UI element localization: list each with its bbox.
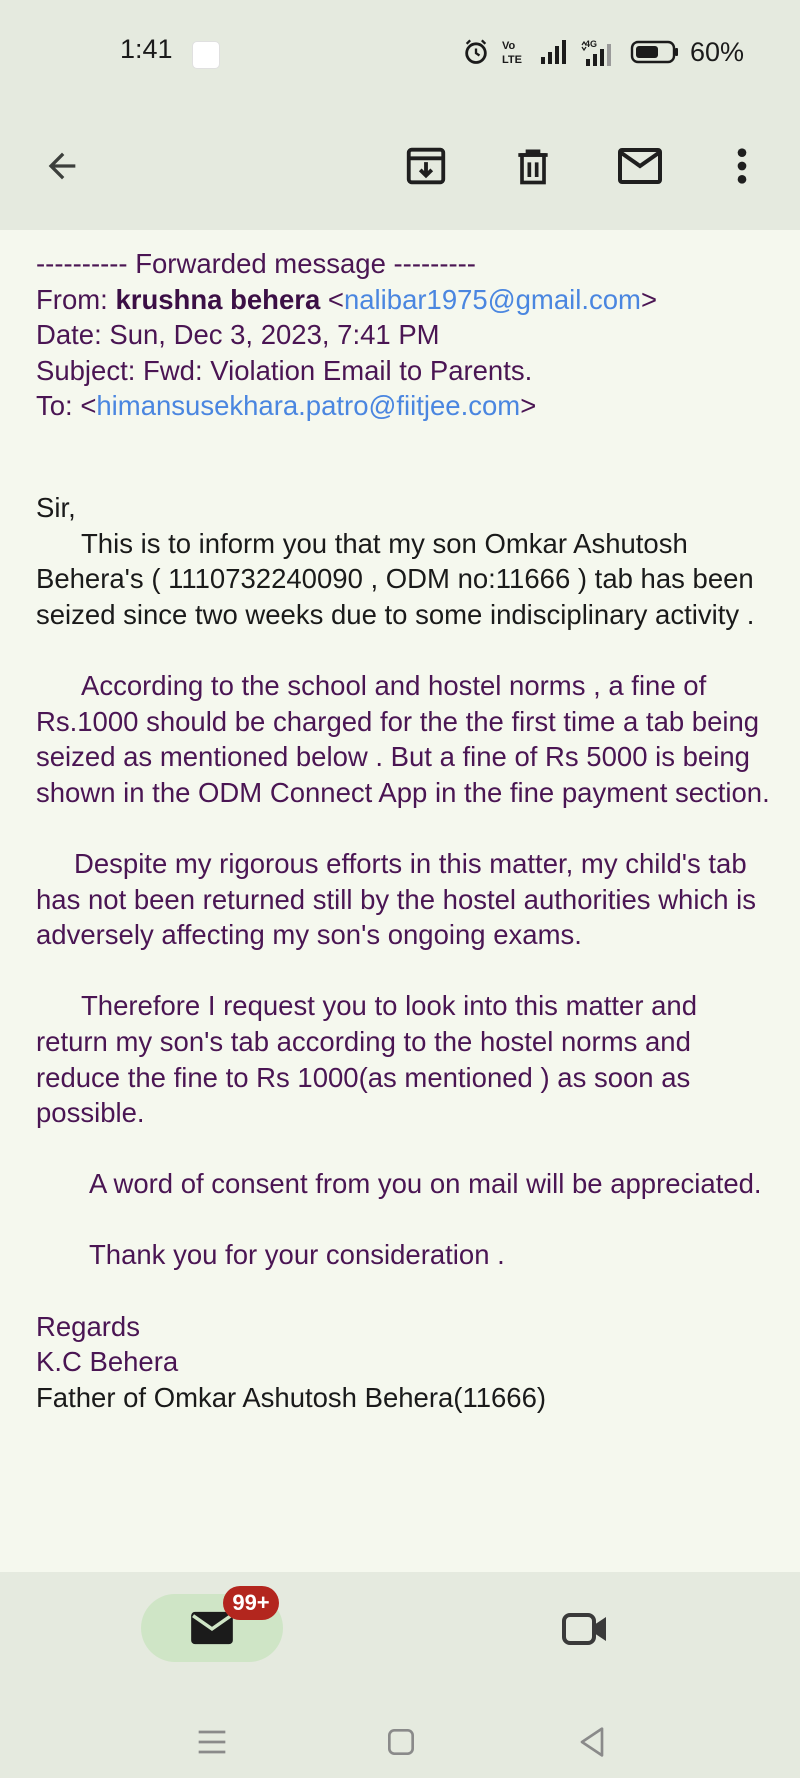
battery-icon bbox=[630, 39, 680, 65]
message-toolbar bbox=[0, 104, 800, 230]
back-arrow-icon[interactable] bbox=[36, 140, 88, 192]
4g-signal-icon bbox=[580, 37, 620, 67]
paragraph-1: This is to inform you that my son Omkar Ashutosh Behera's ( 1110732240090 , ODM no:11666 ) tab has been seized since two weeks due to some indisciplinary activity . bbox=[36, 527, 755, 630]
email-open-bracket: < bbox=[327, 283, 344, 315]
forwarded-header bbox=[36, 246, 776, 424]
svg-text:LTE: LTE bbox=[501, 54, 522, 66]
back-icon[interactable] bbox=[572, 1722, 612, 1762]
signal-icon bbox=[540, 39, 570, 65]
letter-text bbox=[36, 490, 776, 1415]
from-line bbox=[36, 282, 776, 318]
meet-video-icon bbox=[560, 1608, 612, 1650]
mark-unread-icon[interactable] bbox=[614, 140, 666, 192]
paragraph-4: Therefore I request you to look into this matter and return my son's tab according to the hostel norms and reduce the fine to Rs 1000(as mentioned ) as soon as possible. bbox=[36, 990, 698, 1129]
paragraph-6: Thank you for your consideration . bbox=[89, 1239, 505, 1271]
subject-line: Subject: Fwd: Violation Email to Parents. bbox=[36, 354, 533, 386]
message-body bbox=[0, 230, 800, 1572]
recipient-email-link[interactable]: himansusekhara.patro@fiitjee.com bbox=[96, 390, 521, 421]
bottom-navigation bbox=[0, 1572, 800, 1778]
more-vert-icon[interactable] bbox=[716, 140, 768, 192]
recents-icon[interactable] bbox=[192, 1722, 232, 1762]
paragraph-5: A word of consent from you on mail will be appreciated. bbox=[89, 1168, 762, 1200]
svg-text:Vo: Vo bbox=[501, 40, 516, 52]
regards: Regards bbox=[36, 1310, 140, 1342]
volte-icon bbox=[500, 37, 530, 67]
unread-count-badge: 99+ bbox=[223, 1586, 279, 1620]
signer-name: K.C Behera bbox=[36, 1346, 179, 1378]
email-open-bracket: < bbox=[80, 390, 97, 421]
email-close-bracket: > bbox=[640, 283, 657, 315]
signature-line: Father of Omkar Ashutosh Behera(11666) bbox=[36, 1381, 547, 1413]
status-time: 1:41 bbox=[120, 34, 173, 64]
sender-name: krushna behera bbox=[115, 283, 321, 315]
alarm-icon bbox=[462, 38, 490, 66]
notification-icon bbox=[192, 41, 220, 69]
meet-tab[interactable] bbox=[560, 1608, 612, 1650]
paragraph-2: According to the school and hostel norms , a fine of Rs.1000 should be charged for the the first time a tab being seized as mentioned below . But a fine of Rs 5000 is being shown in the ODM Connect App in the fine payment section. bbox=[36, 669, 770, 808]
battery-percent: 60% bbox=[689, 36, 744, 67]
email-close-bracket: > bbox=[520, 390, 537, 421]
status-bar bbox=[0, 0, 800, 104]
salutation: Sir, bbox=[36, 492, 76, 523]
archive-icon[interactable] bbox=[400, 140, 452, 192]
to-line bbox=[36, 388, 776, 424]
date-line: Date: Sun, Dec 3, 2023, 7:41 PM bbox=[36, 319, 440, 350]
to-label: To: bbox=[36, 390, 73, 421]
home-icon[interactable] bbox=[381, 1722, 421, 1762]
forwarded-title: ---------- Forwarded message --------- bbox=[36, 248, 476, 279]
status-icons bbox=[462, 34, 744, 70]
delete-icon[interactable] bbox=[507, 140, 559, 192]
sender-email-link[interactable]: nalibar1975@gmail.com bbox=[343, 283, 641, 315]
paragraph-3: Despite my rigorous efforts in this matter, my child's tab has not been returned still by the hostel authorities which is adversely affecting my son's ongoing exams. bbox=[36, 847, 756, 951]
svg-text:4G: 4G bbox=[584, 39, 597, 49]
from-label: From: bbox=[36, 283, 108, 315]
